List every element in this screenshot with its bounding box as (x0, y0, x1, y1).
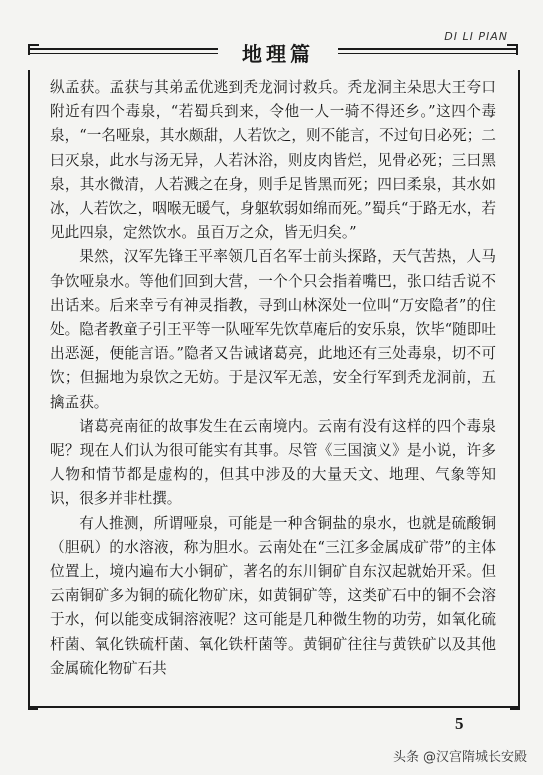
watermark-account: @汉宫隋城长安殿 (422, 750, 527, 765)
body-text (50, 76, 496, 681)
page-number: 5 (455, 714, 464, 733)
header-corner-right (507, 44, 518, 55)
frame-bottom-rule (28, 706, 520, 708)
source-watermark (393, 746, 527, 765)
section-title: 地理篇 (218, 38, 338, 67)
frame-corner-right (510, 700, 520, 710)
paragraph: 纵孟获。孟获与其弟孟优逃到秃龙洞讨救兵。秃龙洞主朵思大王夸口附近有四个毒泉，“若蜀兵到来，令他一人一骑不得还乡。”这四个毒泉，“一名哑泉，其水颇甜，人若饮之，则不能言，不过旬日必死；二曰灭泉，此水与汤无异，人若沐浴，则皮肉皆烂，见骨必死；三曰黑泉，其水微清，人若溅之在身，则手足皆黑而死；四曰柔泉，其水如冰，人若饮之，咽喉无暖气，身躯软弱如绵而死。”蜀兵“于路无水，若见此四泉，定然饮水。虽百万之众，皆无归矣。” (50, 79, 496, 242)
header-corner-left (28, 44, 39, 55)
page-header (28, 18, 518, 68)
paragraph: 果然，汉军先锋王平率领几百名军士前头探路，天气苦热，人马争饮哑泉水。等他们回到大营，一个个只会指着嘴巴，张口结舌说不出话来。后来幸亏有神灵指教，寻到山林深处一位叫“万安隐者”的住处。隐者教童子引王平等一队哑军先饮草庵后的安乐泉，饮毕“随即吐出恶涎，便能言语。”隐者又告诫诸葛亮，此地还有三处毒泉，切不可饮；但掘地为泉饮之无妨。于是汉军无恙，安全行军到秃龙洞前，五擒孟获。 (50, 248, 496, 411)
watermark-source: 头条 (392, 750, 419, 765)
frame-corner-left (28, 700, 38, 710)
paragraph: 诸葛亮南征的故事发生在云南境内。云南有没有这样的四个毒泉呢？现在人们认为很可能实有其事。尽管《三国演义》是小说，许多人物和情节都是虚构的，但其中涉及的大量天文、地理、气象等知识，很多并非杜撰。 (50, 417, 496, 508)
paragraph: 有人推测，所谓哑泉，可能是一种含铜盐的泉水，也就是硫酸铜（胆矾）的水溶液，称为胆水。云南处在“三江多金属成矿带”的主体位置上，境内遍布大小铜矿，著名的东川铜矿自东汉起就始开采。但云南铜矿多为铜的硫化物矿床，如黄铜矿等，这类矿石中的铜不会溶于水，何以能变成铜溶液呢？这可能是几种微生物的功劳，如氧化硫杆菌、氧化铁硫杆菌、氧化铁杆菌等。黄铜矿往往与黄铁矿以及其他金属硫化物矿石共 (50, 514, 496, 677)
section-pinyin: DI LI PIAN (444, 30, 508, 43)
